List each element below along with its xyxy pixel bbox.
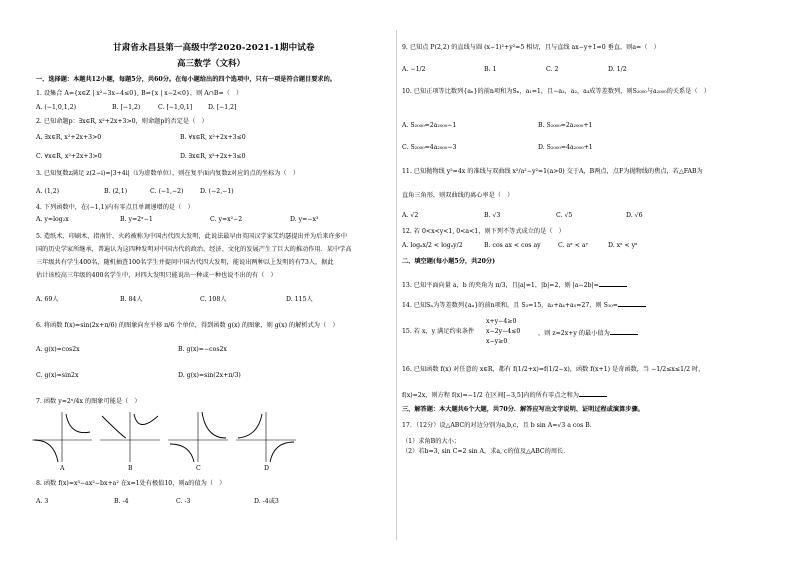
question-15-lead: 15. 若 x，y 满足约束条件	[402, 328, 475, 335]
q3-option-a: A. (1,2)	[36, 188, 60, 195]
q10-option-a: A. S₂₀₀₀=2a₂₀₀₀−1	[402, 122, 457, 129]
q5-option-c: C. 108人	[200, 296, 227, 303]
q8-option-d: D. -4或3	[254, 498, 279, 505]
question-4: 4. 下列函数中，在(−1,1)内有零点且单调递增的是（ ）	[36, 204, 194, 211]
q17-part-1: （1）求角B的大小；	[402, 438, 460, 445]
q2-option-c: C. ∀x∈R, x²+2x+3>0	[36, 153, 102, 160]
q1-option-d: D. [−1,2]	[208, 104, 237, 111]
q17-part-2: （2）若b=3, sin C=2 sin A，求a, c的值及△ABC的周长．	[402, 448, 570, 455]
q8-option-b: B. -4	[114, 498, 129, 505]
q12-option-d: D. xᵃ < yᵃ	[608, 242, 638, 249]
question-14-text: 14. 已知Sₙ为等差数列{aₙ}的前n项和，且 S₃=15，a₃+a₄+a₅=27，则 S₁₀=	[402, 302, 618, 309]
q4-option-a: A. y=log₂x	[36, 216, 69, 223]
q10-option-b: B. S₂₀₀₀=2a₂₀₀₀+1	[538, 122, 593, 129]
question-13-text: 13. 已知平面向量 a，b 的夹角为 π/3，且|a|=1，|b|=2，则 |a−2b|=	[402, 282, 599, 289]
q12-option-c: C. aˣ < aʸ	[558, 242, 589, 249]
q5-option-a: A. 69人	[36, 296, 59, 303]
q12-option-a: A. logₐx/2 < logₐy/2	[402, 242, 463, 249]
q9-option-d: D. 1/2	[608, 66, 627, 73]
question-7: 7. 函数 y=2ˣ/4x 的图象可能是（ ）	[36, 398, 141, 405]
question-2: 2. 已知命题p：∃x∈R, x²+2x+3>0，则命题p的否定是（ ）	[36, 118, 208, 125]
q5-option-d: D. 115人	[286, 296, 313, 303]
column-divider	[396, 30, 397, 540]
question-14	[402, 300, 646, 310]
q11-option-d: D. √6	[626, 212, 643, 219]
question-6: 6. 将函数 f(x)=sin(2x+π/6) 的图象向左平移 π/6 个单位，得到函数 g(x) 的图象，则 g(x) 的解析式为（ ）	[36, 322, 339, 329]
graph-a-label: A	[60, 465, 65, 472]
question-3: 3. 已知复数z满足 z(2−i)=|3+4i|（i为虚数单位），则在复平面内复数z对应的点的坐标为（ ）	[36, 170, 299, 177]
q9-option-c: C. 2	[546, 66, 559, 73]
q15-constraint-1: x+y−4≥0	[486, 318, 517, 325]
q6-option-b: B. g(x)=−cos2x	[178, 346, 227, 353]
q15-constraint-2: x−2y−4≤0	[486, 328, 521, 335]
question-1: 1. 设集合 A={x∈Z | x²−3x−4≤0}, B={x | x−2<0}，则 A∩B=（ ）	[36, 90, 243, 97]
q4-option-d: D. y=−x³	[290, 216, 319, 223]
q2-option-b: B. ∀x∈R, x²+2x+3≤0	[180, 134, 246, 141]
graph-b	[98, 410, 162, 464]
question-13	[402, 280, 627, 290]
question-15-tail	[538, 328, 638, 338]
q10-option-c: C. S₂₀₀₀=4a₂₀₀₀−3	[402, 144, 457, 151]
question-5-line-1: 5. 造纸术、印刷术、指南针、火药被称为中国古代四大发明，此说法最早由英国汉学家艾约瑟提出并为后来许多中	[36, 233, 348, 240]
q6-option-c: C. g(x)=sin2x	[36, 372, 79, 379]
q5-option-b: B. 84人	[120, 296, 143, 303]
graph-a	[30, 410, 94, 464]
question-11-line-2: 直角三角形，则双曲线的离心率是（ ）	[402, 192, 514, 199]
q1-option-c: C. [−1,0,1]	[158, 104, 193, 111]
question-12: 12. 若 0<x<y<1, 0<a<1，则下列不等式成立的是（ ）	[402, 228, 565, 235]
question-11-line-1: 11. 已知抛物线 y²=4x 的准线与双曲线 x²/a²−y²=1(a>0) 交于A，B两点，点F为抛物线的焦点，若△FAB为	[402, 168, 703, 175]
q11-option-b: B. √3	[484, 212, 501, 219]
question-16-line-2	[402, 390, 607, 400]
question-15-tail-text: ，则 z=2x+y 的最小值为	[538, 330, 610, 337]
q2-option-d: D. ∃x∈R, x²+2x+3≤0	[180, 153, 246, 160]
question-5-line-4: 估计该校高三年级的400名学生中，对四大发明只能说出一种或一种也说不出的有（ ）	[36, 272, 277, 279]
q3-option-d: D. (−2,−1)	[200, 188, 234, 195]
graph-d-label: D	[264, 465, 269, 472]
q12-option-b: B. cos ax < cos ay	[484, 242, 541, 249]
exam-subtitle: 高三数学（文科）	[177, 59, 246, 69]
question-8: 8. 函数 f(x)=x³−ax²−bx+a² 在x=1处有极值10，则a的值为（ ）	[36, 480, 226, 487]
q4-option-c: C. y=x²−2	[210, 216, 243, 223]
q11-option-a: A. √2	[402, 212, 419, 219]
graph-c	[166, 410, 230, 464]
q8-option-c: C. -3	[176, 498, 191, 505]
section-1-heading: 一、选择题：本题共12小题，每题5分，共60分。在每小题给出的四个选项中，只有一项是符合题目要求的。	[36, 76, 336, 83]
graph-d	[234, 410, 298, 464]
q10-option-d: D. S₂₀₀₀=4a₂₀₀₀+1	[538, 144, 593, 151]
q3-option-c: C. (−1,−2)	[150, 188, 184, 195]
q6-option-a: A. g(x)=cos2x	[36, 346, 80, 353]
q15-answer-blank[interactable]	[610, 328, 638, 335]
q14-answer-blank[interactable]	[618, 300, 646, 307]
q6-option-d: D. g(x)=sin(2x+π/3)	[178, 372, 241, 379]
section-3-heading: 三、解答题：本大题共6个大题，共70分．解答应写出文字说明、证明过程或演算步骤。	[402, 406, 644, 413]
question-17: 17．（12分）设△ABC的对边分别为a,b,c，且 b sin A=√3 a cos B．	[402, 422, 596, 429]
graph-c-label: C	[196, 465, 201, 472]
q13-answer-blank[interactable]	[599, 280, 627, 287]
question-5-line-3: 三年级共有学生400名，随机抽查100名学生并提问中国古代四大发明，能说出两种以上发明的有73人，据此	[36, 259, 334, 266]
q4-option-b: B. y=2ˣ−1	[120, 216, 153, 223]
q1-option-a: A. (−1,0,1,2)	[36, 104, 77, 111]
graph-b-label: B	[128, 465, 133, 472]
exam-title: 甘肃省永昌县第一高级中学2020-2021-1期中试卷	[113, 43, 315, 53]
q2-option-a: A. ∃x∈R, x²+2x+3>0	[36, 134, 102, 141]
question-9: 9. 已知点 P(2,2) 的直线与圆 (x−1)²+y²=5 相切，且与直线 ax−y+1=0 垂直，则a=（ ）	[402, 44, 660, 51]
question-10: 10. 已知正项等比数列{aₙ}的前n项和为Sₙ，a₁=1，且−a₃，a₂，a₄成等差数列，则S₂₀₀₀与a₂₀₀₀的关系是（ ）	[402, 88, 710, 95]
q11-option-c: C. √5	[556, 212, 573, 219]
q8-option-a: A. 3	[36, 498, 49, 505]
q9-option-b: B. 1	[484, 66, 497, 73]
section-2-heading: 二、填空题(每小题5分，共20分)	[402, 258, 496, 265]
q3-option-b: B. (2,1)	[104, 188, 128, 195]
question-16-line-1: 16. 已知函数 f(x) 对任意的 x∈R，都有 f(1/2+x)=f(1/2−x)，函数 f(x+1) 是奇函数，当 −1/2≤x≤1/2 时，	[402, 366, 705, 373]
q9-option-a: A. −1/2	[402, 66, 426, 73]
q1-option-b: B. [−1,2)	[112, 104, 141, 111]
question-5-line-2: 国的历史学家所继承，普遍认为这四种发明对中国古代的政治、经济、文化的发展产生了巨大的推动作用．某中学高	[36, 246, 352, 253]
question-16-line-2-text: f(x)=2x，则方程 f(x)=−1/2 在区间[−3,5]内的所有零点之和为	[402, 392, 579, 399]
q15-constraint-3: x−y≥0	[486, 338, 508, 345]
q16-answer-blank[interactable]	[579, 390, 607, 397]
